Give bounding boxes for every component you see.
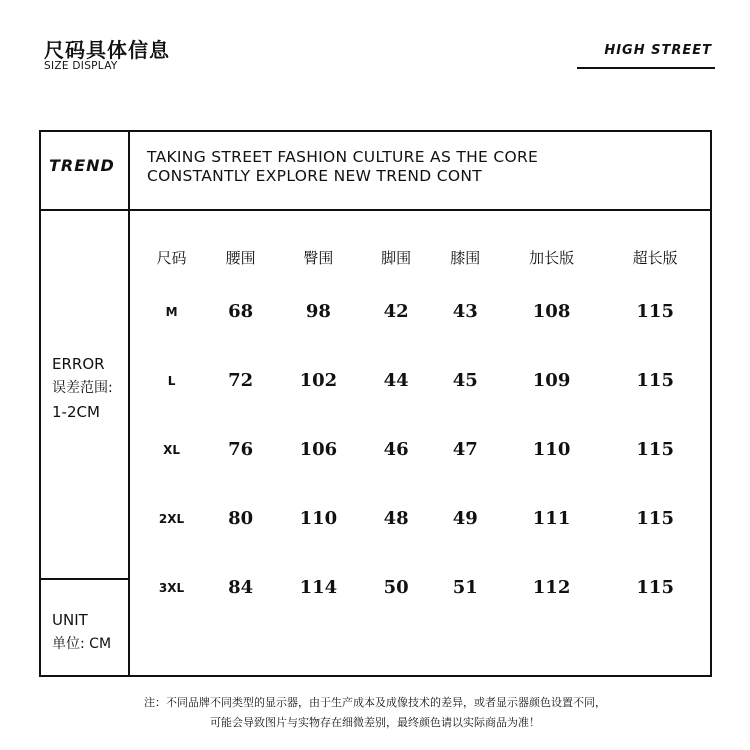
slogan-line: TAKING STREET FASHION CULTURE AS THE CORE	[147, 148, 539, 166]
disclaimer-note: 注：不同品牌不同类型的显示器，由于生产成本及成像技术的差异，或者显示器颜色设置不同，	[144, 696, 606, 709]
table-row	[137, 277, 707, 346]
extra-long-cell: 115	[636, 301, 674, 322]
extra-long-cell: 115	[636, 439, 674, 460]
table-header-row	[137, 237, 707, 277]
brand-underline	[577, 67, 715, 69]
slogan	[147, 148, 538, 186]
error-unit-divider	[41, 578, 129, 580]
long-cell: 108	[532, 301, 571, 322]
table-row	[137, 484, 707, 553]
size-cell: 3XL	[158, 580, 185, 595]
header-divider	[41, 209, 710, 211]
size-cell: XL	[163, 442, 180, 457]
waist-cell: 76	[228, 439, 254, 460]
table-row	[137, 553, 707, 622]
size-cell: M	[165, 304, 178, 319]
knee-cell: 45	[452, 370, 478, 391]
hem-cell: 46	[383, 439, 409, 460]
error-range-info	[52, 352, 113, 424]
hem-cell: 50	[383, 577, 409, 598]
knee-cell: 43	[452, 301, 478, 322]
hem-cell: 48	[383, 508, 409, 529]
error-value: 1-2CM	[52, 403, 100, 421]
unit-value: 单位: CM	[52, 636, 112, 652]
slogan-line: CONSTANTLY EXPLORE NEW TREND CONT	[147, 167, 483, 185]
waist-cell: 84	[228, 577, 254, 598]
size-chart-frame	[39, 130, 712, 677]
extra-long-cell: 115	[636, 508, 674, 529]
trend-label: TREND	[49, 156, 115, 175]
table-row	[137, 415, 707, 484]
waist-cell: 68	[228, 301, 254, 322]
extra-long-cell: 115	[636, 577, 674, 598]
column-header-long: 加长版	[529, 248, 575, 267]
hip-cell: 106	[299, 439, 338, 460]
extra-long-cell: 115	[636, 370, 674, 391]
hem-cell: 42	[383, 301, 409, 322]
hem-cell: 44	[383, 370, 409, 391]
column-header-knee: 膝围	[450, 248, 481, 267]
waist-cell: 72	[228, 370, 254, 391]
error-label: 误差范围:	[52, 380, 113, 396]
left-column-divider	[128, 132, 130, 675]
disclaimer-note: 可能会导致图片与实物存在细微差别，最终颜色请以实际商品为准！	[210, 716, 540, 729]
column-header-hem: 脚围	[381, 248, 412, 267]
hip-cell: 110	[299, 508, 338, 529]
page-subtitle: SIZE DISPLAY	[44, 60, 118, 72]
size-cell: L	[167, 373, 176, 388]
column-header-waist: 腰围	[225, 248, 256, 267]
table-row	[137, 346, 707, 415]
long-cell: 112	[532, 577, 571, 598]
hip-cell: 114	[299, 577, 338, 598]
hip-cell: 98	[305, 301, 331, 322]
knee-cell: 47	[452, 439, 478, 460]
brand-label: HIGH STREET	[604, 43, 712, 58]
hip-cell: 102	[299, 370, 338, 391]
column-header-size: 尺码	[156, 248, 187, 267]
long-cell: 111	[532, 508, 571, 529]
unit-info	[52, 608, 111, 656]
size-table	[137, 237, 707, 622]
waist-cell: 80	[228, 508, 254, 529]
knee-cell: 51	[452, 577, 478, 598]
size-cell: 2XL	[158, 511, 185, 526]
error-title: ERROR	[52, 355, 105, 373]
unit-title: UNIT	[52, 611, 88, 629]
column-header-hip: 臀围	[303, 248, 334, 267]
long-cell: 110	[532, 439, 571, 460]
long-cell: 109	[532, 370, 571, 391]
page-title: 尺码具体信息	[44, 38, 170, 62]
column-header-extra-long: 超长版	[632, 248, 678, 267]
knee-cell: 49	[452, 508, 478, 529]
